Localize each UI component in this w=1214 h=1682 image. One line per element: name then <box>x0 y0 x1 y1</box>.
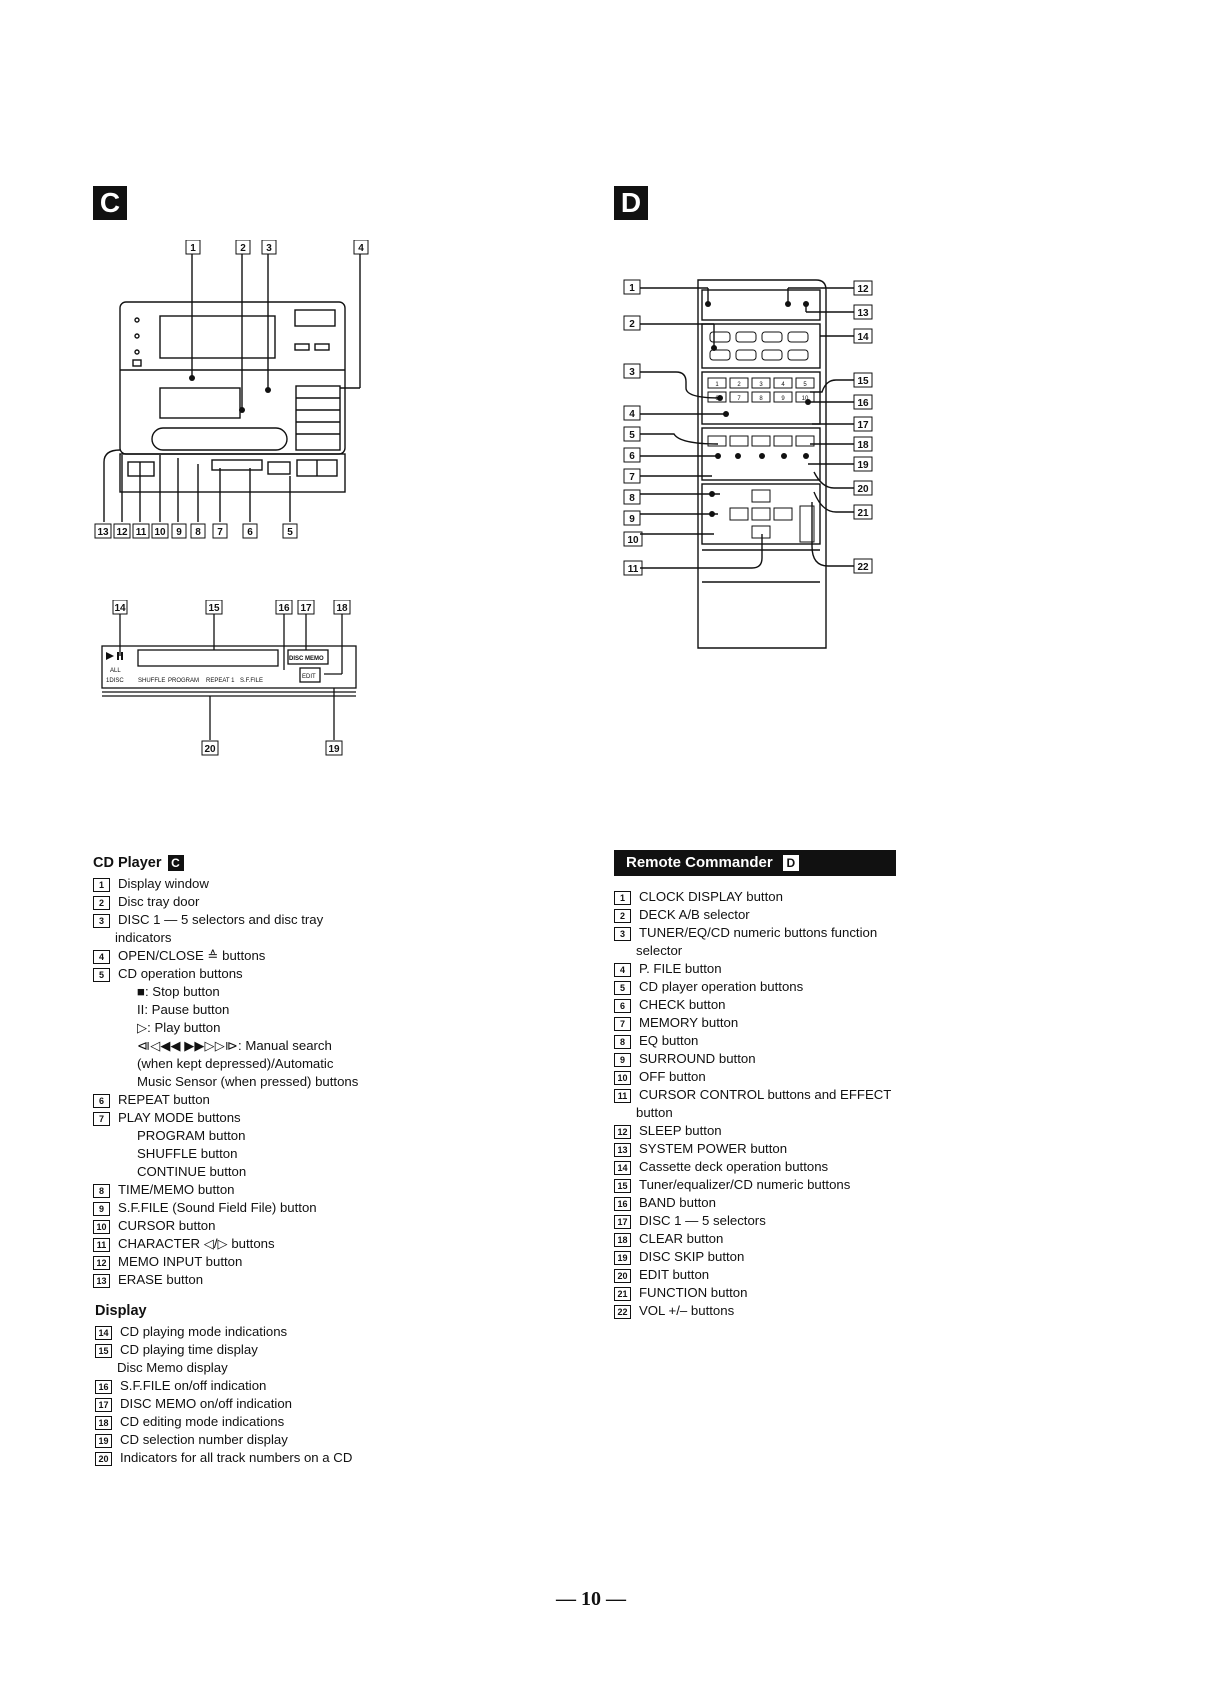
section-c-badge: C <box>93 186 127 220</box>
item-text: Indicators for all track numbers on a CD <box>120 1450 353 1465</box>
display-label-14: 14 <box>114 603 126 614</box>
list-item <box>614 1248 891 1266</box>
display-text-repeat: REPEAT 1 <box>206 678 235 684</box>
player-label-3: 3 <box>266 243 272 254</box>
remote-label-18: 18 <box>857 440 869 451</box>
display-text-1disc: 1DISC <box>106 678 124 684</box>
item-text: Display window <box>118 876 209 891</box>
list-item <box>614 1140 891 1158</box>
item-text: OPEN/CLOSE ≙ buttons <box>118 948 266 963</box>
player-label-7: 7 <box>217 527 223 538</box>
remote-label-3: 3 <box>629 367 635 378</box>
remote-label-19: 19 <box>857 460 869 471</box>
item-number: 6 <box>93 1094 110 1108</box>
item-text: CD editing mode indications <box>120 1414 285 1429</box>
remote-key-8: 8 <box>759 396 763 402</box>
remote-label-21: 21 <box>857 508 869 519</box>
display-text-all: ALL <box>110 668 121 674</box>
player-label-6: 6 <box>247 527 253 538</box>
item-number: 6 <box>614 999 631 1013</box>
item-text: CLOCK DISPLAY button <box>639 889 783 904</box>
sub-item: PROGRAM button <box>137 1128 246 1143</box>
item-number: 7 <box>614 1017 631 1031</box>
sub-item: ⧏◁◀◀ ▶▶▷▷⧐: Manual search <box>137 1038 332 1053</box>
item-number: 1 <box>614 891 631 905</box>
remote-label-2: 2 <box>629 319 635 330</box>
sub-item: CONTINUE button <box>137 1164 247 1179</box>
item-number: 3 <box>614 927 631 941</box>
item-number: 15 <box>614 1179 631 1193</box>
item-text: EQ button <box>639 1033 699 1048</box>
player-label-2: 2 <box>240 243 246 254</box>
remote-label-14: 14 <box>857 332 869 343</box>
sub-item: ■: Stop button <box>137 984 220 999</box>
remote-label-20: 20 <box>857 484 869 495</box>
remote-key-2: 2 <box>737 382 741 388</box>
item-number: 19 <box>95 1434 112 1448</box>
sub-item: II: Pause button <box>137 1002 230 1017</box>
remote-label-12: 12 <box>857 284 869 295</box>
player-label-8: 8 <box>195 527 201 538</box>
list-item <box>95 1431 352 1449</box>
item-number: 19 <box>614 1251 631 1265</box>
item-text: CURSOR button <box>118 1218 216 1233</box>
list-item <box>93 893 358 911</box>
player-label-10: 10 <box>154 527 166 538</box>
item-number: 13 <box>614 1143 631 1157</box>
item-text: CD playing time display <box>120 1342 258 1357</box>
remote-key-9: 9 <box>781 396 785 402</box>
remote-key-7: 7 <box>737 396 741 402</box>
list-item <box>93 1109 358 1127</box>
list-item <box>614 906 891 924</box>
item-text: SURROUND button <box>639 1051 756 1066</box>
remote-label-10: 10 <box>627 535 639 546</box>
remote-key-5: 5 <box>803 382 807 388</box>
item-text: REPEAT button <box>118 1092 210 1107</box>
remote-key-4: 4 <box>781 382 785 388</box>
display-text-sffile: S.F.FILE <box>240 678 264 684</box>
list-item <box>614 1302 891 1320</box>
item-text: CD player operation buttons <box>639 979 804 994</box>
item-number: 16 <box>614 1197 631 1211</box>
remote-label-22: 22 <box>857 562 869 573</box>
list-item <box>614 1266 891 1284</box>
item-number: 17 <box>95 1398 112 1412</box>
item-continuation: selector <box>636 943 683 958</box>
list-item <box>614 888 891 906</box>
display-text-discmemo: DISC MEMO <box>289 656 324 662</box>
item-number: 9 <box>93 1202 110 1216</box>
item-number: 21 <box>614 1287 631 1301</box>
item-number: 8 <box>614 1035 631 1049</box>
list-item <box>93 1199 358 1217</box>
item-number: 7 <box>93 1112 110 1126</box>
list-item <box>93 947 358 965</box>
list-item <box>614 1176 891 1194</box>
item-number: 18 <box>95 1416 112 1430</box>
item-text: S.F.FILE on/off indication <box>120 1378 267 1393</box>
display-text-edit: EDIT <box>302 674 316 680</box>
item-text: CHECK button <box>639 997 726 1012</box>
item-number: 4 <box>93 950 110 964</box>
item-number: 3 <box>93 914 110 928</box>
list-item <box>614 1014 891 1032</box>
item-text: BAND button <box>639 1195 716 1210</box>
remote-label-4: 4 <box>629 409 635 420</box>
player-label-1: 1 <box>190 243 196 254</box>
remote-label-7: 7 <box>629 472 635 483</box>
display-label-16: 16 <box>278 603 290 614</box>
remote-label-13: 13 <box>857 308 869 319</box>
list-item <box>93 1235 358 1253</box>
item-text: Disc tray door <box>118 894 200 909</box>
item-text: MEMO INPUT button <box>118 1254 243 1269</box>
remote-diagram <box>622 276 892 656</box>
item-text: Tuner/equalizer/CD numeric buttons <box>639 1177 851 1192</box>
item-text: Cassette deck operation buttons <box>639 1159 829 1174</box>
item-text: VOL +/– buttons <box>639 1303 735 1318</box>
remote-label-8: 8 <box>629 493 635 504</box>
remote-label-16: 16 <box>857 398 869 409</box>
display-text-program: PROGRAM <box>168 678 200 684</box>
item-text: FUNCTION button <box>639 1285 748 1300</box>
cd-player-heading <box>93 854 358 872</box>
list-item <box>614 1032 891 1050</box>
item-number: 10 <box>93 1220 110 1234</box>
player-label-4: 4 <box>358 243 364 254</box>
item-continuation: button <box>636 1105 673 1120</box>
item-number: 14 <box>95 1326 112 1340</box>
item-text: MEMORY button <box>639 1015 739 1030</box>
sub-item: (when kept depressed)/Automatic <box>137 1056 334 1071</box>
display-heading: Display <box>95 1303 147 1319</box>
item-text: CD operation buttons <box>118 966 243 981</box>
list-item <box>614 924 891 942</box>
list-item <box>614 1086 891 1104</box>
display-list <box>95 1302 352 1467</box>
item-text: DISC 1 — 5 selectors <box>639 1213 766 1228</box>
player-label-13: 13 <box>97 527 109 538</box>
list-item <box>614 996 891 1014</box>
display-label-17: 17 <box>300 603 312 614</box>
display-label-15: 15 <box>208 603 220 614</box>
cd-player-list <box>93 854 358 1289</box>
remote-label-11: 11 <box>627 564 639 575</box>
item-text: CLEAR button <box>639 1231 724 1246</box>
player-label-5: 5 <box>287 527 293 538</box>
display-label-19: 19 <box>328 744 340 755</box>
list-item <box>614 1212 891 1230</box>
list-item <box>614 1230 891 1248</box>
list-item <box>93 1253 358 1271</box>
display-label-20: 20 <box>204 744 216 755</box>
item-number: 9 <box>614 1053 631 1067</box>
list-item <box>614 1050 891 1068</box>
list-item <box>614 1284 891 1302</box>
item-number: 16 <box>95 1380 112 1394</box>
item-number: 15 <box>95 1344 112 1358</box>
item-number: 22 <box>614 1305 631 1319</box>
item-text: TUNER/EQ/CD numeric buttons function <box>639 925 878 940</box>
item-text: SLEEP button <box>639 1123 722 1138</box>
item-text: EDIT button <box>639 1267 710 1282</box>
list-item <box>93 875 358 893</box>
item-number: 17 <box>614 1215 631 1229</box>
item-number: 4 <box>614 963 631 977</box>
item-text: S.F.FILE (Sound Field File) button <box>118 1200 317 1215</box>
sub-item: SHUFFLE button <box>137 1146 238 1161</box>
item-text: DISC SKIP button <box>639 1249 745 1264</box>
item-text: PLAY MODE buttons <box>118 1110 241 1125</box>
list-item <box>93 1271 358 1289</box>
display-text-shuffle: SHUFFLE <box>138 678 166 684</box>
item-text: DISC MEMO on/off indication <box>120 1396 292 1411</box>
item-number: 2 <box>614 909 631 923</box>
item-text: DECK A/B selector <box>639 907 750 922</box>
item-continuation: indicators <box>115 930 172 945</box>
item-number: 12 <box>614 1125 631 1139</box>
remote-title: Remote Commander <box>626 854 773 871</box>
item-number: 18 <box>614 1233 631 1247</box>
list-item <box>95 1377 352 1395</box>
list-item <box>93 1217 358 1235</box>
item-text: CD playing mode indications <box>120 1324 288 1339</box>
sub-item: ▷: Play button <box>137 1020 221 1035</box>
remote-key-3: 3 <box>759 382 763 388</box>
item-text: DISC 1 — 5 selectors and disc tray <box>118 912 324 927</box>
item-number: 5 <box>614 981 631 995</box>
remote-badge: D <box>783 855 799 871</box>
item-number: 11 <box>614 1089 631 1103</box>
remote-list <box>614 888 891 1320</box>
remote-label-5: 5 <box>629 430 635 441</box>
player-label-12: 12 <box>116 527 128 538</box>
list-item <box>93 1181 358 1199</box>
item-number: 10 <box>614 1071 631 1085</box>
item-continuation: Disc Memo display <box>117 1360 228 1375</box>
page-number: — 10 — <box>556 1588 626 1610</box>
item-number: 11 <box>93 1238 110 1252</box>
cd-player-diagram <box>90 240 390 570</box>
list-item <box>614 1158 891 1176</box>
remote-key-6: 6 <box>715 396 719 402</box>
item-number: 1 <box>93 878 110 892</box>
list-item <box>614 1194 891 1212</box>
item-number: 5 <box>93 968 110 982</box>
remote-key-1: 1 <box>715 382 719 388</box>
cd-player-badge: C <box>168 855 184 871</box>
player-label-9: 9 <box>176 527 182 538</box>
item-number: 13 <box>93 1274 110 1288</box>
list-item <box>95 1449 352 1467</box>
item-number: 20 <box>614 1269 631 1283</box>
remote-label-9: 9 <box>629 514 635 525</box>
item-text: CHARACTER ◁/▷ buttons <box>118 1236 275 1251</box>
item-number: 2 <box>93 896 110 910</box>
list-item <box>95 1413 352 1431</box>
item-number: 14 <box>614 1161 631 1175</box>
remote-key-10: 10 <box>801 396 809 402</box>
sub-item: Music Sensor (when pressed) buttons <box>137 1074 359 1089</box>
item-number: 12 <box>93 1256 110 1270</box>
remote-label-1: 1 <box>629 283 635 294</box>
remote-label-6: 6 <box>629 451 635 462</box>
section-d-badge: D <box>614 186 648 220</box>
display-label-18: 18 <box>336 603 348 614</box>
list-item <box>95 1323 352 1341</box>
list-item <box>614 1068 891 1086</box>
list-item <box>95 1341 352 1359</box>
list-item <box>93 965 358 983</box>
item-text: CURSOR CONTROL buttons and EFFECT <box>639 1087 892 1102</box>
item-text: ERASE button <box>118 1272 204 1287</box>
item-number: 8 <box>93 1184 110 1198</box>
item-number: 20 <box>95 1452 112 1466</box>
item-text: TIME/MEMO button <box>118 1182 235 1197</box>
list-item <box>614 1122 891 1140</box>
remote-commander-banner <box>614 850 896 876</box>
cd-player-title: CD Player <box>93 855 162 871</box>
list-item <box>614 978 891 996</box>
list-item <box>93 1091 358 1109</box>
item-text: OFF button <box>639 1069 706 1084</box>
list-item <box>614 960 891 978</box>
player-label-11: 11 <box>135 527 147 538</box>
remote-label-17: 17 <box>857 420 869 431</box>
list-item <box>93 911 358 929</box>
item-text: SYSTEM POWER button <box>639 1141 788 1156</box>
item-text: CD selection number display <box>120 1432 288 1447</box>
item-text: P. FILE button <box>639 961 722 976</box>
cd-display-diagram <box>98 600 378 760</box>
list-item <box>95 1395 352 1413</box>
remote-label-15: 15 <box>857 376 869 387</box>
